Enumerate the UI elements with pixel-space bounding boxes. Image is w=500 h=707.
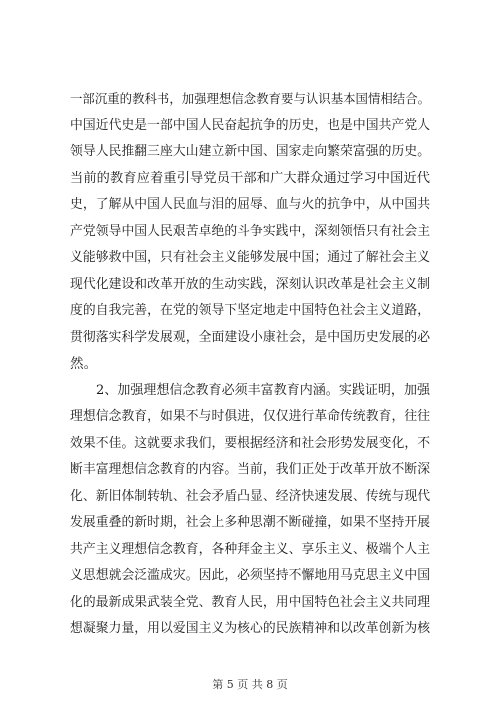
text-line: 中国近代史是一部中国人民奋起抗争的历史，也是中国共产党人 — [70, 117, 430, 133]
text-line: 义能够救中国，只有社会主义能够发展中国；通过了解社会主义 — [70, 250, 430, 265]
text-line: 产党领导中国人民艰苦卓绝的斗争实践中，深刻领悟只有社会主 — [70, 223, 430, 239]
text-line: 化的最新成果武装全党、教育人民，用中国特色社会主义共同理 — [70, 594, 430, 610]
text-line: 想凝聚力量，用以爱国主义为核心的民族精神和以改革创新为核 — [70, 621, 430, 636]
text-line: 义思想就会泛滥成灾。因此，必须坚持不懈地用马克思主义中国 — [70, 568, 430, 583]
text-line: 发展重叠的新时期，社会上多种思潮不断碰撞，如果不坚持开展 — [70, 515, 430, 530]
text-line: 化、新旧体制转轨、社会矛盾凸显、经济快速发展、传统与现代 — [70, 488, 430, 504]
text-line: 共产主义理想信念教育，各种拜金主义、享乐主义、极端个人主 — [70, 541, 430, 557]
text-line: 史，了解从中国人民血与泪的屈辱、血与火的抗争中，从中国共 — [70, 197, 430, 212]
text-line: 当前的教育应着重引导党员干部和广大群众通过学习中国近代 — [70, 170, 430, 186]
text-line: 度的自我完善，在党的领导下坚定地走中国特色社会主义道路， — [70, 303, 430, 318]
text-line: 一部沉重的教科书，加强理想信念教育要与认识基本国情相结合。 — [70, 91, 430, 106]
text-line: 效果不佳。这就要求我们，要根据经济和社会形势发展变化，不 — [70, 435, 430, 451]
text-line: 然。 — [70, 356, 98, 372]
text-line: 断丰富理想信念教育的内容。当前，我们正处于改革开放不断深 — [70, 462, 430, 477]
page-number-footer: 第 5 页 共 8 页 — [212, 678, 288, 691]
body-text — [70, 88, 430, 645]
text-line: 贯彻落实科学发展观，全面建设小康社会，是中国历史发展的必 — [70, 329, 430, 345]
text-line: 理想信念教育，如果不与时俱进，仅仅进行革命传统教育，往往 — [70, 409, 430, 424]
text-line: 现代化建设和改革开放的生动实践，深刻认识改革是社会主义制 — [70, 276, 430, 292]
text-line: 领导人民推翻三座大山建立新中国、国家走向繁荣富强的历史。 — [70, 144, 430, 159]
text-line: 2、加强理想信念教育必须丰富教育内涵。实践证明，加强 — [70, 382, 430, 398]
